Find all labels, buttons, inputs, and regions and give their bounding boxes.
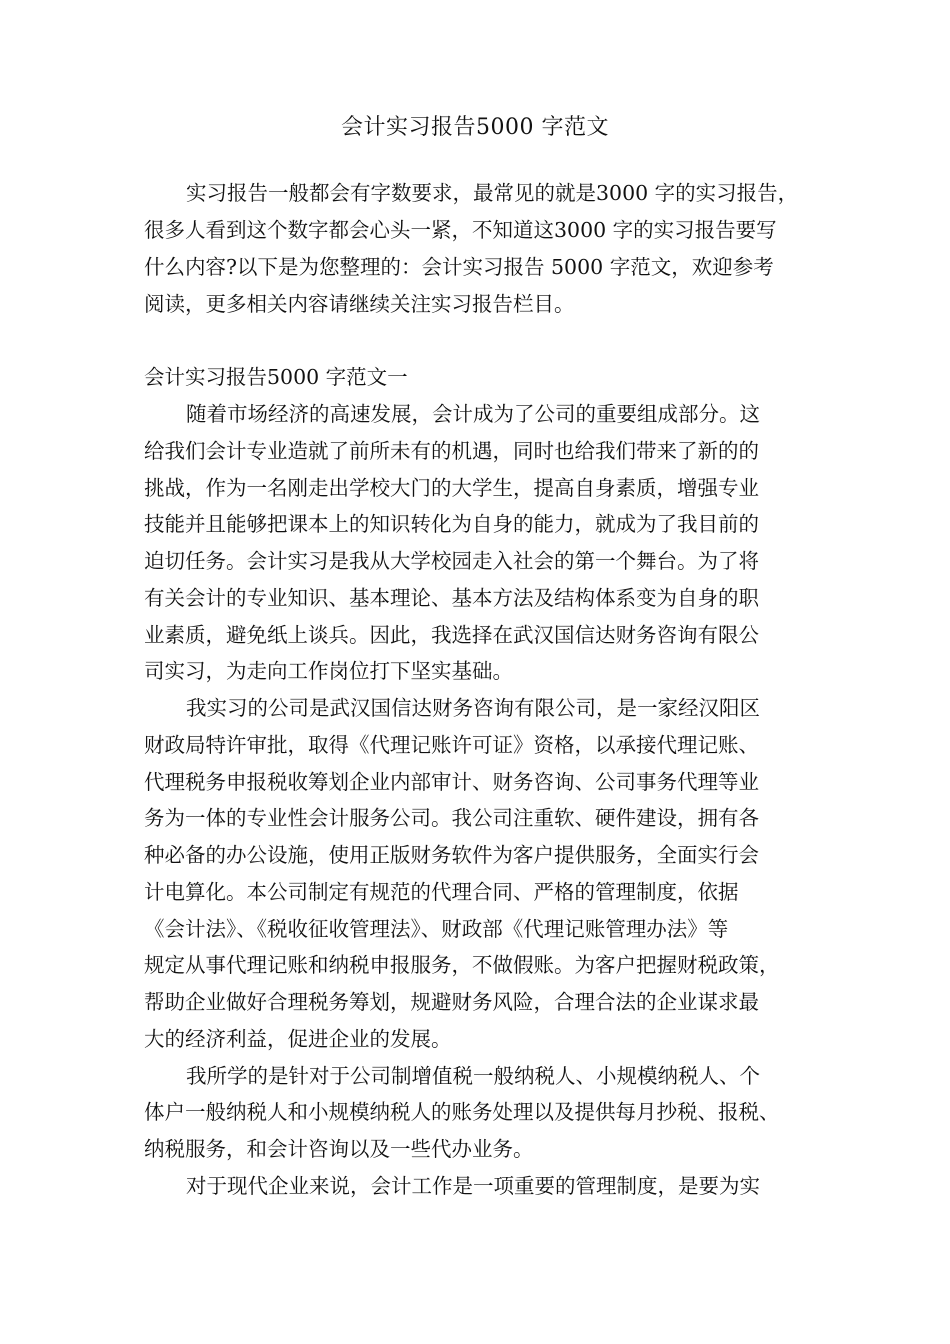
intro-line: 阅读，更多相关内容请继续关注实习报告栏目。 [144,292,575,316]
paragraph-line: 我所学的是针对于公司制增值税一般纳税人、小规模纳税人、个 [186,1064,760,1088]
paragraph-line: 技能并且能够把课本上的知识转化为自身的能力，就成为了我目前的 [144,512,759,536]
paragraph-line: 代理税务申报税收筹划企业内部审计、财务咨询、公司事务代理等业 [144,770,759,794]
intro-line: 很多人看到这个数字都会心头一紧，不知道这3000 字的实习报告要写 [144,218,777,242]
paragraph-line: 务为一体的专业性会计服务公司。我公司注重软、硬件建设，拥有各 [144,806,759,830]
intro-line: 实习报告一般都会有字数要求，最常见的就是3000 字的实习报告， [186,181,799,205]
paragraph-line: 业素质，避免纸上谈兵。因此，我选择在武汉国信达财务咨询有限公 [144,623,759,647]
paragraph-line: 纳税服务，和会计咨询以及一些代办业务。 [144,1137,534,1161]
paragraph-line: 给我们会计专业造就了前所未有的机遇，同时也给我们带来了新的的 [144,439,759,463]
paragraph-line: 财政局特许审批，取得《代理记账许可证》资格，以承接代理记账、 [144,733,759,757]
paragraph-line: 大的经济利益，促进企业的发展。 [144,1027,452,1051]
paragraph-line: 计电算化。本公司制定有规范的代理合同、严格的管理制度，依据 [144,880,739,904]
document-title: 会计实习报告5000 字范文 [341,115,609,140]
paragraph-line: 有关会计的专业知识、基本理论、基本方法及结构体系变为自身的职 [144,586,759,610]
intro-line: 什么内容?以下是为您整理的：会计实习报告 5000 字范文，欢迎参考 [144,255,774,279]
paragraph-line: 种必备的办公设施，使用正版财务软件为客户提供服务，全面实行会 [144,843,759,867]
paragraph-line: 对于现代企业来说，会计工作是一项重要的管理制度，是要为实 [186,1174,760,1198]
paragraph-line: 迫切任务。会计实习是我从大学校园走入社会的第一个舞台。为了将 [144,549,759,573]
section-heading: 会计实习报告5000 字范文一 [144,365,408,389]
paragraph-line: 我实习的公司是武汉国信达财务咨询有限公司，是一家经汉阳区 [186,696,760,720]
paragraph-line: 帮助企业做好合理税务筹划，规避财务风险，合理合法的企业谋求最 [144,990,759,1014]
paragraph-line: 司实习，为走向工作岗位打下坚实基础。 [144,659,513,683]
paragraph-line: 随着市场经济的高速发展，会计成为了公司的重要组成部分。这 [186,402,760,426]
paragraph-line: 规定从事代理记账和纳税申报服务，不做假账。为客户把握财税政策， [144,953,780,977]
paragraph-line: 挑战，作为一名刚走出学校大门的大学生，提高自身素质，增强专业 [144,476,759,500]
paragraph-line: 《会计法》、《税收征收管理法》、财政部《代理记账管理办法》等 [144,917,729,941]
paragraph-line: 体户一般纳税人和小规模纳税人的账务处理以及提供每月抄税、报税、 [144,1100,780,1124]
